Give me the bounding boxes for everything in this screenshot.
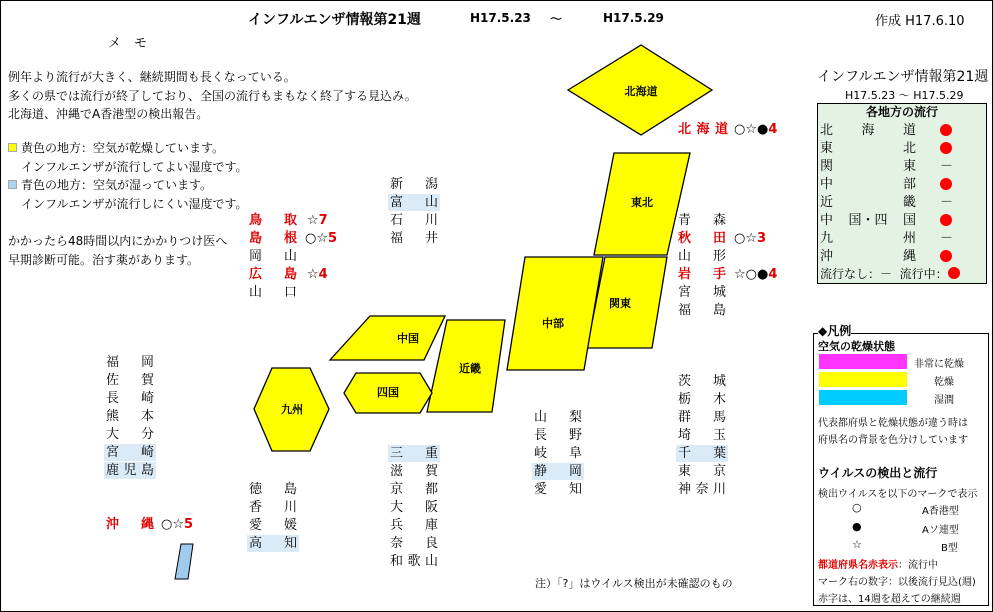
region-row-kyushu: 九 州 －	[820, 231, 954, 246]
marks-hokkaido: ○☆●4	[734, 122, 778, 137]
label-kyushu: 九州	[281, 403, 303, 416]
status-none: －	[940, 159, 954, 174]
region-row-hokkaido: 北 海 道	[820, 122, 984, 139]
marks-tottori: ☆7	[307, 213, 328, 228]
pref-ehime: 愛 媛	[249, 518, 297, 533]
label-shikoku: 四国	[377, 386, 399, 399]
pref-yamagata: 山 形	[678, 249, 726, 264]
pref-aichi: 愛 知	[534, 482, 582, 497]
period-start: H17.5.23	[470, 11, 531, 25]
pref-saga: 佐 賀	[106, 373, 154, 388]
marks-hiroshima: ☆4	[307, 267, 328, 282]
period-end: H17.5.29	[603, 11, 664, 25]
region-legend: 流行なし：－ 流行中：	[820, 266, 984, 283]
region-row-kanto: 関 東 －	[820, 159, 954, 174]
pref-fukushima: 福 島	[678, 303, 726, 318]
pref-fukuoka: 福 岡	[106, 355, 154, 370]
swatch-humid	[819, 390, 907, 405]
region-chubu	[507, 257, 603, 370]
pref-iwate: 岩 手	[678, 267, 726, 282]
memo-line: 例年より流行が大きく、継続期間も長くなっている。	[8, 70, 296, 84]
pref-ishikawa: 石 川	[390, 213, 438, 228]
pref-nagano: 長 野	[534, 428, 582, 443]
region-row-okinawa: 沖 縄	[820, 248, 984, 265]
region-row-chubu: 中 部	[820, 176, 984, 193]
label-chugoku: 中国	[397, 332, 419, 345]
pref-toyama: 富 山	[390, 195, 438, 210]
status-active-icon	[940, 250, 953, 263]
memo-line: 多くの県では流行が終了しており、全国の流行もまもなく終了する見込み。	[8, 88, 417, 103]
swatch-very-dry	[819, 354, 907, 369]
advice-line: かかったら48時間以内にかかりつけ医へ	[8, 234, 228, 248]
pref-kochi: 高 知	[249, 536, 297, 551]
pref-kagoshima: 鹿 児 島	[104, 462, 156, 479]
pref-hokkaido: 北 海 道	[678, 122, 728, 137]
label-a-ussr: Aソ連型	[922, 525, 959, 536]
label-humid: 湿潤	[934, 395, 954, 406]
label-tohoku: 東北	[631, 196, 653, 209]
pref-shimane: 島 根	[249, 231, 297, 246]
blue-note-2: インフルエンザが流行しにくい湿度です。	[21, 196, 248, 211]
label-chubu: 中部	[542, 317, 564, 330]
mixed-note-1: 代表都府県と乾燥状態が違う時は	[818, 418, 968, 429]
blue-note-text: 青色の地方：空気が湿っています。	[21, 178, 213, 192]
pref-ibaraki: 茨 城	[678, 374, 726, 389]
label-hokkaido: 北海道	[624, 85, 658, 98]
pref-mie: 三 重	[390, 446, 438, 461]
legend-box	[813, 324, 989, 606]
pref-yamanashi: 山 梨	[534, 410, 582, 425]
yellow-note-2: インフルエンザが流行してよい湿度です。	[21, 159, 248, 174]
pref-oita: 大 分	[106, 427, 154, 442]
status-none: －	[940, 231, 954, 246]
legend-heading: ◆凡例	[818, 324, 852, 338]
region-chugoku	[330, 316, 445, 360]
pref-fukui: 福 井	[390, 231, 438, 246]
active-dot-icon	[948, 267, 960, 279]
yellow-note-text: 黄色の地方：空気が乾燥しています。	[21, 141, 225, 155]
marks-okinawa: ○☆5	[161, 517, 194, 532]
page-title: インフルエンザ情報第21週	[248, 12, 421, 28]
region-row-tohoku: 東 北	[820, 140, 984, 157]
label-very-dry: 非常に乾燥	[914, 359, 964, 370]
pref-yamaguchi: 山 口	[249, 285, 297, 300]
pref-chiba: 千 葉	[678, 446, 726, 461]
active-note: 都道府県名赤表示：流行中	[818, 560, 938, 571]
advice-line: 早期診断可能。治す薬があります。	[8, 252, 200, 267]
swatch-dry	[819, 372, 907, 387]
pref-shiga: 滋 賀	[390, 464, 438, 479]
mixed-note-2: 府県名の背景を色分けしています	[818, 435, 968, 446]
status-none: －	[940, 195, 954, 210]
region-okinawa	[175, 544, 193, 579]
pref-saitama: 埼 玉	[678, 428, 726, 443]
b-type-icon: ☆	[852, 538, 862, 551]
status-active-icon	[940, 124, 953, 137]
pref-akita: 秋 田	[678, 231, 726, 246]
pref-shizuoka: 静 岡	[534, 464, 582, 479]
status-active-icon	[940, 142, 953, 155]
red-number-note: 赤字は、14週を超えての継続週	[818, 594, 961, 605]
pref-miyagi: 宮 城	[678, 285, 726, 300]
pref-osaka: 大 阪	[390, 500, 438, 515]
pref-gifu: 岐 阜	[534, 446, 582, 461]
pref-tottori: 鳥 取	[249, 213, 297, 228]
marks-shimane: ○☆5	[305, 231, 338, 246]
pref-tokushima: 徳 島	[249, 482, 297, 497]
a-hongkong-icon: ○	[852, 501, 862, 514]
pref-niigata: 新 潟	[390, 177, 438, 192]
virus-heading: ウイルスの検出と流行	[818, 466, 938, 480]
air-dryness-heading: 空気の乾燥状態	[818, 340, 895, 353]
pref-okinawa: 沖 縄	[106, 517, 154, 532]
label-b-type: B型	[941, 543, 958, 554]
memo-heading: メ モ	[108, 36, 148, 51]
pref-nagasaki: 長 崎	[106, 391, 154, 406]
virus-note: 検出ウイルスを以下のマークで表示	[818, 489, 978, 500]
pref-gunma: 群 馬	[678, 410, 726, 425]
pref-okayama: 岡 山	[249, 249, 297, 264]
pref-aomori: 青 森	[678, 213, 726, 228]
pref-kyoto: 京 都	[390, 482, 438, 497]
label-kinki: 近畿	[459, 362, 481, 375]
label-kanto: 関東	[609, 297, 631, 310]
region-row-chugoku-shikoku: 中 国・四 国	[820, 212, 984, 229]
marks-iwate: ☆○●4	[734, 267, 778, 282]
number-note: マーク右の数字：以後流行見込(週)	[818, 577, 976, 588]
pref-tokyo: 東 京	[678, 464, 726, 479]
marks-akita: ○☆3	[734, 231, 767, 246]
status-active-icon	[940, 214, 953, 227]
pref-kagawa: 香 川	[249, 500, 297, 515]
pref-nara: 奈 良	[390, 536, 438, 551]
period-separator: ～	[550, 12, 563, 26]
pref-hyogo: 兵 庫	[390, 518, 438, 533]
region-status-heading: 各地方の流行	[865, 105, 938, 119]
panel-title: インフルエンザ情報第21週	[817, 69, 989, 85]
footnote: 注）「?」はウイルス検出が未確認のもの	[535, 577, 733, 590]
panel-period: H17.5.23 ～ H17.5.29	[845, 89, 964, 102]
region-row-kinki: 近 畿 －	[820, 195, 954, 210]
pref-tochigi: 栃 木	[678, 392, 726, 407]
pref-miyazaki: 宮 崎	[106, 445, 154, 460]
pref-wakayama: 和 歌 山	[390, 554, 438, 569]
label-dry: 乾燥	[934, 377, 954, 388]
status-active-icon	[940, 178, 953, 191]
a-ussr-icon: ●	[852, 520, 862, 533]
region-status-box	[817, 103, 987, 284]
label-a-hongkong: A香港型	[922, 506, 959, 517]
created-date: 作成 H17.6.10	[875, 14, 965, 29]
pref-kumamoto: 熊 本	[106, 409, 154, 424]
pref-hiroshima: 広 島	[249, 267, 297, 282]
memo-line: 北海道、沖縄でA香港型の検出報告。	[8, 107, 209, 121]
pref-kanagawa: 神 奈 川	[678, 482, 726, 497]
